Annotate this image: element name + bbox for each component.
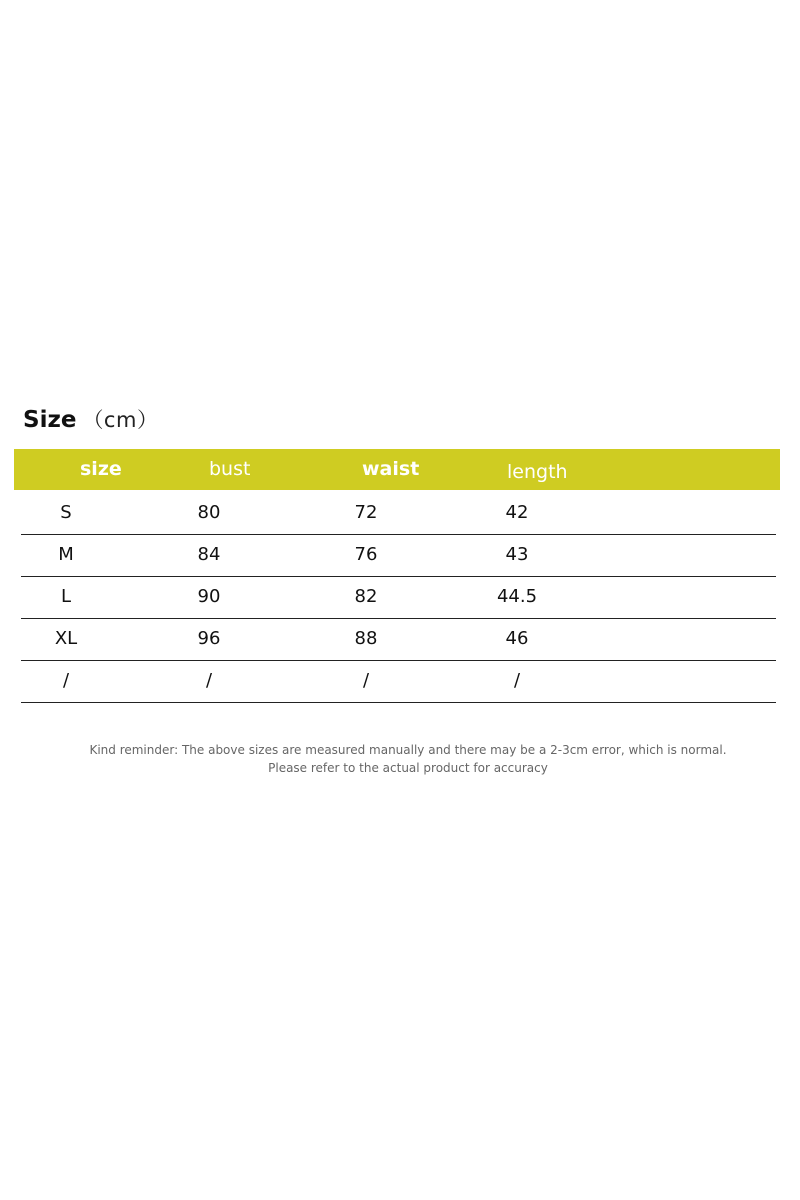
cell-waist: / [362,670,370,691]
table-row [21,618,776,661]
table-header [14,449,780,490]
accuracy-note: Please refer to the actual product for accuracy [268,761,548,775]
table-row [21,492,776,535]
cell-bust: 90 [197,586,221,607]
cell-size: S [60,502,72,523]
cell-length: 43 [505,544,529,565]
table-row [21,534,776,577]
table-row [21,660,776,703]
cell-size: M [58,544,74,565]
header-bust: bust [209,458,251,480]
header-size: size [80,458,122,480]
cell-length: 42 [505,502,529,523]
cell-waist: 72 [354,502,378,523]
cell-waist: 76 [354,544,378,565]
title-unit: （cm） [82,408,159,432]
cell-bust: / [205,670,213,691]
table-row [21,576,776,619]
cell-waist: 82 [354,586,378,607]
cell-length: 46 [505,628,529,649]
cell-length: 44.5 [496,586,538,607]
cell-waist: 88 [354,628,378,649]
cell-size: / [62,670,70,691]
header-waist: waist [362,458,420,480]
header-length: length [507,461,568,483]
reminder-note: Kind reminder: The above sizes are measured manually and there may be a 2-3cm error, which is normal. [89,743,727,757]
cell-bust: 84 [197,544,221,565]
cell-length: / [513,670,521,691]
cell-size: XL [54,628,78,649]
cell-bust: 96 [197,628,221,649]
title-text: Size [23,407,77,433]
size-chart-title [23,404,158,444]
cell-bust: 80 [197,502,221,523]
cell-size: L [60,586,72,607]
